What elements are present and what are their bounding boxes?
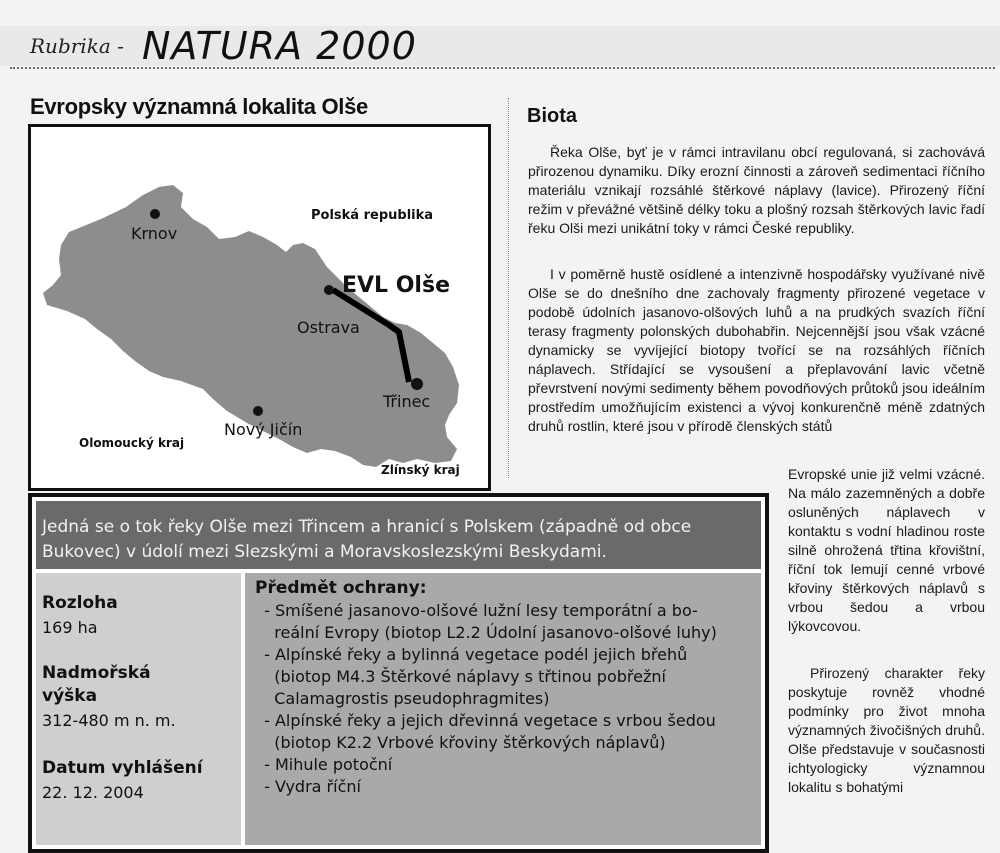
protection-list xyxy=(259,600,759,798)
city-dot-ostrava xyxy=(324,285,334,295)
protection-item: (biotop K2.2 Vrbové křoviny štěrkových náplavů) xyxy=(259,733,666,752)
rubrika-label: Rubrika - xyxy=(30,34,124,58)
label-zlinsky: Zlínský kraj xyxy=(381,463,460,477)
area-label: Rozloha xyxy=(42,593,118,613)
biota-paragraph-2: I v poměrně hustě osídlené a intenzivně hospodářsky využívané nivě Olše se do dnešního dne zachovaly fragmenty přirozené vegetace v podobě údolních jasanovo-olšových luhů a na prudkých svazích říční terasy fragmenty polonských dubohabřin. Nejcennější jsou však vzácné dynamicky se vyvíjející biotopy tvořící se na rozsáhlých říčních náplavech. Střídající se vysoušení a přeplavování lavic včetně převrstvení novými sedimenty během povodňových průtoků jsou ideálním prostředím umožňujícím existenci a vývoj konkurenčně méně zdatných druhů rostlin, které jsou v přírodě členských států xyxy=(528,266,985,434)
label-ostrava: Ostrava xyxy=(297,318,360,337)
protection-panel xyxy=(245,573,761,845)
protection-title: Předmět ochrany: xyxy=(255,578,427,598)
info-intro-text: Jedná se o tok řeky Olše mezi Třincem a hranicí s Polskem (západně od obce Bukovec) v údolí mezi Slezskými a Moravskoslezskými Beskydami. xyxy=(42,517,692,562)
protection-item: reální Evropy (biotop L2.2 Údolní jasanovo-olšové luhy) xyxy=(259,623,717,642)
altitude-label-line2: výška xyxy=(42,686,98,706)
label-novy-jicin: Nový Jičín xyxy=(224,420,303,439)
date-label: Datum vyhlášení xyxy=(42,758,203,778)
header-divider xyxy=(10,67,995,69)
biota-paragraph-4: Přirozený charakter řeky poskytuje rovněž vhodné podmínky pro život mnoha významných živočišných druhů. Olše představuje v současnosti ichtyologicky významnou lokalitu s bohatými xyxy=(788,665,985,795)
city-dot-novy-jicin xyxy=(253,406,263,416)
protection-item: - Alpínské řeky a bylinná vegetace podél jejich břehů xyxy=(259,645,688,664)
date-value: 22. 12. 2004 xyxy=(42,783,144,802)
label-evl: EVL Olše xyxy=(342,273,450,298)
map-frame xyxy=(28,124,491,491)
label-polska: Polská republika xyxy=(311,208,434,223)
column-divider xyxy=(508,98,509,478)
info-facts-panel xyxy=(36,573,241,845)
area-value: 169 ha xyxy=(42,618,98,637)
city-dot-krnov xyxy=(150,209,160,219)
protection-item: - Vydra říční xyxy=(259,777,361,796)
info-intro-band xyxy=(36,501,761,569)
protection-item: - Mihule potoční xyxy=(259,755,393,774)
protection-item: (biotop M4.3 Štěrkové náplavy s třtinou pobřežní xyxy=(259,667,666,686)
protection-item: - Smíšené jasanovo-olšové lužní lesy temporátní a bo- xyxy=(259,601,698,620)
biota-heading: Biota xyxy=(527,105,577,127)
altitude-value: 312-480 m n. m. xyxy=(42,711,176,730)
region-map xyxy=(31,127,488,488)
label-krnov: Krnov xyxy=(131,224,178,243)
page-title: Evropsky významná lokalita Olše xyxy=(30,94,368,119)
label-olomoucky: Olomoucký kraj xyxy=(79,436,185,450)
protection-item: - Alpínské řeky a jejich dřevinná vegetace s vrbou šedou xyxy=(259,711,716,730)
city-dot-trinec xyxy=(411,378,423,390)
biota-paragraph-1: Řeka Olše, byť je v rámci intravilanu obcí regulovaná, si zachovává přirozenou dynamiku. Díky erozní činnosti a zároveň sedimentaci říčního materiálu vznikají rozsáhlé štěrkové náplavy (lavice). Přirozený říční režim v převážné většině délky toku a plošný rozsah štěrkových lavic řadí řeku Olši mezi unikátní toky v rámci České republiky. xyxy=(528,144,985,236)
label-trinec: Třinec xyxy=(383,392,431,411)
protection-item: Calamagrostis pseudophragmites) xyxy=(259,689,550,708)
series-title: NATURA 2000 xyxy=(142,24,417,68)
info-box xyxy=(28,493,769,853)
biota-paragraph-3: Evropské unie již velmi vzácné. Na málo zazemněných a dobře osluněných náplavech v kontaktu s vodní hladinou roste silně ohrožená třtina křovištní, říční tok lemují cenné vrbové křoviny štěrkových náplavů s vrbou šedou a vrbou lýkovcovou. xyxy=(788,466,985,634)
altitude-label-line1: Nadmořská xyxy=(42,663,151,683)
